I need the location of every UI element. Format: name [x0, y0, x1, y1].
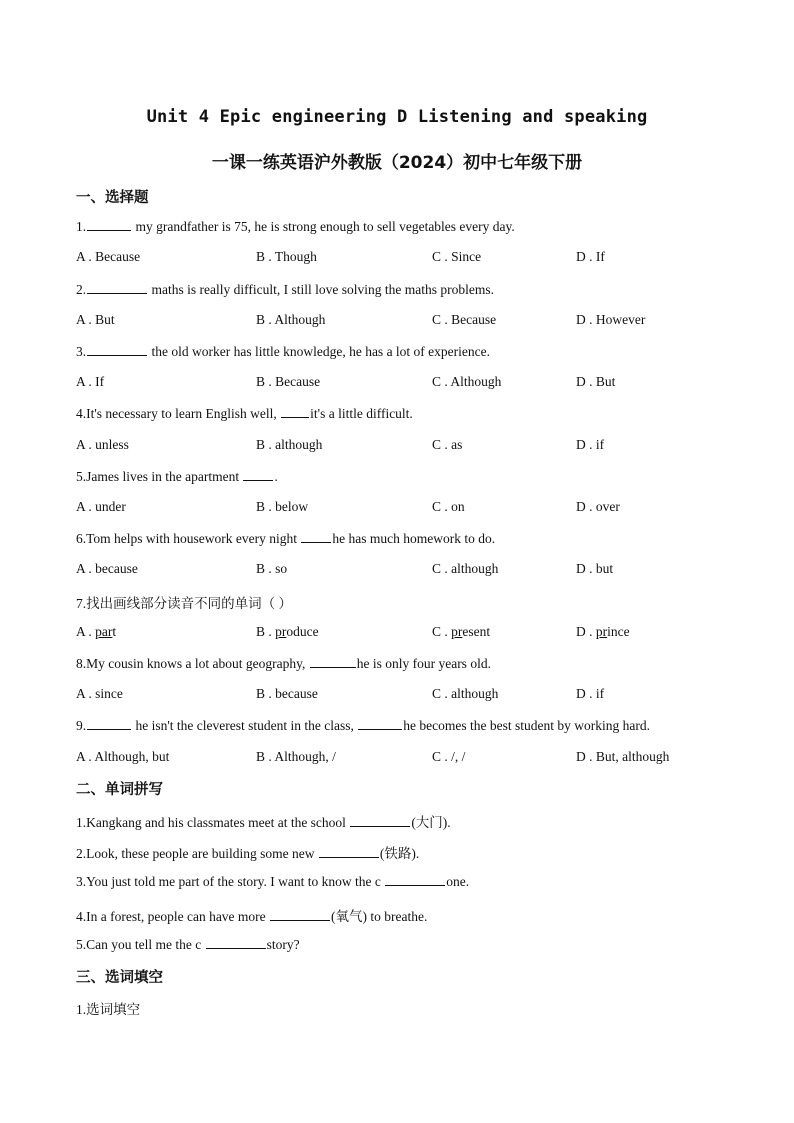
option-a[interactable]: A . part: [76, 624, 117, 639]
answer-blank[interactable]: [301, 530, 331, 543]
answer-blank[interactable]: [310, 655, 356, 668]
option-b[interactable]: B . so: [256, 561, 288, 576]
option-b[interactable]: B . Although, /: [256, 749, 336, 764]
answer-blank[interactable]: [87, 717, 131, 730]
option-b[interactable]: B . Because: [256, 374, 321, 389]
option-b[interactable]: B . Though: [256, 249, 317, 264]
answer-blank[interactable]: [319, 845, 379, 858]
option-c[interactable]: C . on: [432, 499, 465, 514]
option-d[interactable]: D . But, although: [576, 749, 670, 764]
option-b[interactable]: B . below: [256, 499, 309, 514]
spelling-item-3: 3.You just told me part of the story. I want to know the c one.: [76, 874, 470, 889]
option-c[interactable]: C . Because: [432, 312, 497, 327]
option-d[interactable]: D . if: [576, 686, 605, 701]
answer-blank[interactable]: [385, 873, 445, 886]
question-9: 9. he isn't the cleverest student in the class, he becomes the best student by working hard.: [76, 718, 650, 733]
option-a[interactable]: A . Although, but: [76, 749, 170, 764]
option-d[interactable]: D . if: [576, 437, 605, 452]
question-6: 6.Tom helps with housework every night he has much homework to do.: [76, 531, 496, 546]
section-heading-spelling: 二、单词拼写: [76, 782, 163, 798]
option-d[interactable]: D . But: [576, 374, 616, 389]
section-heading-choice: 一、选择题: [76, 190, 149, 206]
option-c[interactable]: C . Since: [432, 249, 482, 264]
option-d[interactable]: D . If: [576, 249, 605, 264]
answer-blank[interactable]: [350, 814, 410, 827]
option-a[interactable]: A . unless: [76, 437, 129, 452]
option-a[interactable]: A . If: [76, 374, 105, 389]
question-1: 1. my grandfather is 75, he is strong enough to sell vegetables every day.: [76, 219, 515, 234]
option-c[interactable]: C . present: [432, 624, 491, 639]
word-choice-item-1: 1.选词填空: [76, 1002, 141, 1017]
option-a[interactable]: A . under: [76, 499, 126, 514]
option-a[interactable]: A . since: [76, 686, 123, 701]
spelling-item-1: 1.Kangkang and his classmates meet at the school (大门).: [76, 815, 451, 830]
question-3: 3. the old worker has little knowledge, he has a lot of experience.: [76, 344, 491, 359]
answer-blank[interactable]: [243, 468, 273, 481]
option-d[interactable]: D . over: [576, 499, 620, 514]
answer-blank[interactable]: [358, 717, 402, 730]
answer-blank[interactable]: [270, 908, 330, 921]
option-c[interactable]: C . although: [432, 561, 499, 576]
question-7: 7.找出画线部分读音不同的单词（ ）: [76, 596, 292, 611]
option-a[interactable]: A . because: [76, 561, 138, 576]
answer-blank[interactable]: [281, 405, 309, 418]
option-b[interactable]: B . produce: [256, 624, 319, 639]
option-d[interactable]: D . but: [576, 561, 614, 576]
option-b[interactable]: B . because: [256, 686, 318, 701]
question-8: 8.My cousin knows a lot about geography, he is only four years old.: [76, 656, 491, 671]
answer-blank[interactable]: [87, 343, 147, 356]
option-c[interactable]: C . although: [432, 686, 499, 701]
answer-blank[interactable]: [87, 281, 147, 294]
option-d[interactable]: D . However: [576, 312, 646, 327]
option-c[interactable]: C . Although: [432, 374, 502, 389]
question-4: 4.It's necessary to learn English well, it's a little difficult.: [76, 406, 413, 421]
option-a[interactable]: A . But: [76, 312, 115, 327]
page-title: Unit 4 Epic engineering D Listening and speaking: [146, 107, 648, 127]
option-c[interactable]: C . /, /: [432, 749, 466, 764]
option-c[interactable]: C . as: [432, 437, 463, 452]
question-2: 2. maths is really difficult, I still love solving the maths problems.: [76, 282, 494, 297]
option-a[interactable]: A . Because: [76, 249, 141, 264]
option-d[interactable]: D . prince: [576, 624, 630, 639]
page-subtitle: 一课一练英语沪外教版（2024）初中七年级下册: [211, 153, 583, 173]
answer-blank[interactable]: [87, 218, 131, 231]
answer-blank[interactable]: [206, 936, 266, 949]
spelling-item-2: 2.Look, these people are building some new (铁路).: [76, 846, 420, 861]
section-heading-word-choice: 三、选词填空: [76, 970, 163, 986]
question-5: 5.James lives in the apartment .: [76, 469, 278, 484]
option-b[interactable]: B . although: [256, 437, 323, 452]
option-b[interactable]: B . Although: [256, 312, 326, 327]
spelling-item-5: 5.Can you tell me the c story?: [76, 937, 300, 952]
spelling-item-4: 4.In a forest, people can have more (氧气) to breathe.: [76, 909, 428, 924]
